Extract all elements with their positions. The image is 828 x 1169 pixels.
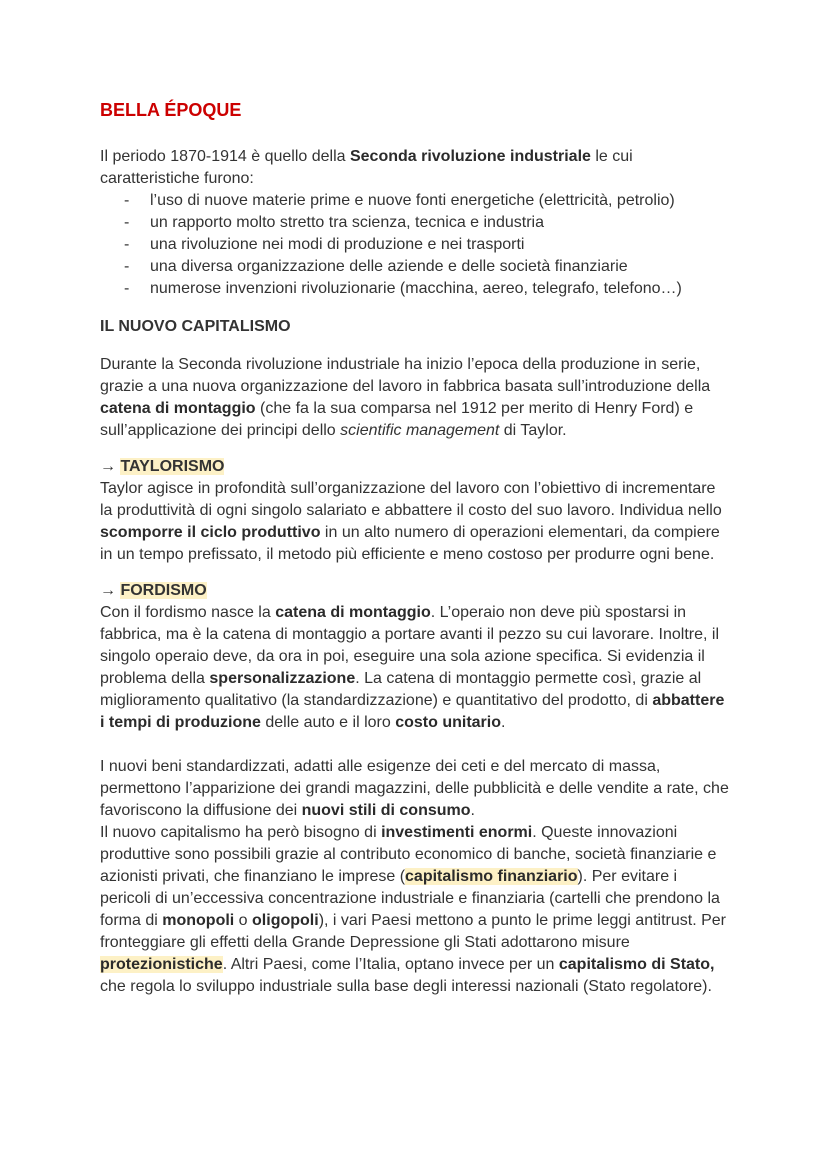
text-run: ). Per evitare i pericoli di un’eccessiva concentrazione industriale e finanziaria (cartelli che prendono la forma di bbox=[100, 868, 720, 929]
bullet-list bbox=[100, 190, 730, 300]
bold-term: investimenti enormi bbox=[381, 824, 533, 841]
text-run: (che fa la sua comparsa nel 1912 per merito di Henry Ford) e sull’applicazione dei principi dello bbox=[100, 400, 694, 439]
list-item bbox=[100, 234, 730, 256]
text-run: . bbox=[500, 714, 506, 731]
dash-bullet-icon: - bbox=[124, 280, 130, 297]
text-run: . L’operaio non deve più spostarsi in fabbrica, ma è la catena di montaggio a portare avanti il pezzo su cui lavorare. Inoltre, il singolo operaio deve, da ora in poi, eseguire una sola azione specifica. Si evidenzia il problema della bbox=[100, 604, 719, 687]
list-item-text: un rapporto molto stretto tra scienza, tecnica e industria bbox=[150, 214, 544, 231]
bold-term: scomporre il ciclo produttivo bbox=[100, 524, 321, 541]
highlighted-term: protezionistiche bbox=[100, 956, 223, 973]
bold-term: catena di montaggio bbox=[100, 400, 256, 417]
text-run: Il nuovo capitalismo ha però bisogno di bbox=[100, 824, 382, 841]
paragraph bbox=[100, 354, 730, 442]
blank-line bbox=[100, 734, 730, 756]
list-item bbox=[100, 256, 730, 278]
text-run: . Altri Paesi, come l’Italia, optano invece per un bbox=[222, 956, 559, 973]
document-title: BELLA ÉPOQUE bbox=[100, 100, 242, 120]
dash-bullet-icon: - bbox=[124, 236, 130, 253]
text-run: . La catena di montaggio permette così, grazie al miglioramento qualitativo (la standardizzazione) e quantitativo del prodotto, di bbox=[100, 670, 702, 709]
list-item bbox=[100, 190, 730, 212]
bold-term: abbattere i tempi di produzione bbox=[100, 692, 725, 731]
bold-term: nuovi stili di consumo bbox=[301, 802, 471, 819]
bold-term: catena di montaggio bbox=[275, 604, 431, 621]
bold-term: capitalismo di Stato, bbox=[558, 956, 715, 973]
bold-term: Seconda rivoluzione industriale bbox=[349, 148, 591, 165]
text-run: . Queste innovazioni produttive sono possibili grazie al contributo economico di banche, società finanziarie e azionisti privati, che finanziano le imprese ( bbox=[100, 824, 717, 885]
text-run: o bbox=[234, 912, 253, 929]
subsection-heading bbox=[100, 580, 730, 602]
dash-bullet-icon: - bbox=[124, 258, 130, 275]
list-item-text: una diversa organizzazione delle aziende e delle società finanziarie bbox=[150, 258, 628, 275]
list-item-text: numerose invenzioni rivoluzionarie (macchina, aereo, telegrafo, telefono…) bbox=[150, 280, 682, 297]
text-run: I nuovi beni standardizzati, adatti alle esigenze dei ceti e del mercato di massa, permettono l’apparizione dei grandi magazzini, delle pubblicità e delle vendite a rate, che favoriscono la diffusione dei bbox=[100, 758, 729, 819]
paragraph bbox=[100, 602, 730, 734]
bold-term: costo unitario bbox=[395, 714, 501, 731]
text-run: delle auto e il loro bbox=[260, 714, 396, 731]
text-run: ), i vari Paesi mettono a punto le prime leggi antitrust. Per fronteggiare gli effetti della Grande Depressione gli Stati adottarono misure bbox=[100, 912, 726, 951]
list-item bbox=[100, 278, 730, 300]
text-run: Con il fordismo nasce la bbox=[100, 604, 276, 621]
text-run: Durante la Seconda rivoluzione industriale ha inizio l’epoca della produzione in serie, grazie a una nuova organizzazione del lavoro in fabbrica basata sull’introduzione della bbox=[100, 356, 711, 395]
text-run: Taylor agisce in profondità sull’organizzazione del lavoro con l’obiettivo di incrementare la produttività di ogni singolo salariato e abbattere il costo del suo lavoro. Individua nello bbox=[100, 480, 722, 519]
subsection-heading-text: FORDISMO bbox=[120, 582, 207, 599]
list-item-text: una rivoluzione nei modi di produzione e nei trasporti bbox=[150, 236, 525, 253]
italic-term: scientific management bbox=[340, 422, 500, 439]
text-run: Il periodo 1870-1914 è quello della bbox=[100, 148, 350, 165]
paragraph bbox=[100, 756, 730, 822]
text-run: che regola lo sviluppo industriale sulla base degli interessi nazionali (Stato regolatore). bbox=[100, 978, 712, 995]
text-run: in un alto numero di operazioni elementari, da compiere in un tempo prefissato, il metodo più efficiente e meno costoso per produrre ogni bene. bbox=[100, 524, 720, 563]
dash-bullet-icon: - bbox=[124, 192, 130, 209]
paragraph bbox=[100, 478, 730, 566]
list-item-text: l’uso di nuove materie prime e nuove fonti energetiche (elettricità, petrolio) bbox=[150, 192, 675, 209]
subsection-heading bbox=[100, 456, 730, 478]
text-run: di Taylor. bbox=[499, 422, 567, 439]
paragraph bbox=[100, 146, 730, 190]
dash-bullet-icon: - bbox=[124, 214, 130, 231]
text-run: le cui caratteristiche furono: bbox=[100, 148, 633, 187]
bold-term: monopoli bbox=[162, 912, 235, 929]
subsection-heading-text: TAYLORISMO bbox=[120, 458, 225, 475]
document-page bbox=[100, 98, 730, 998]
arrow-right-icon: → bbox=[100, 582, 116, 599]
paragraph bbox=[100, 822, 730, 998]
highlighted-term: capitalismo finanziario bbox=[405, 868, 578, 885]
text-run: . bbox=[470, 802, 475, 819]
bold-term: oligopoli bbox=[252, 912, 319, 929]
bold-term: spersonalizzazione bbox=[209, 670, 356, 687]
section-heading: IL NUOVO CAPITALISMO bbox=[100, 318, 291, 335]
list-item bbox=[100, 212, 730, 234]
arrow-right-icon: → bbox=[100, 458, 116, 475]
